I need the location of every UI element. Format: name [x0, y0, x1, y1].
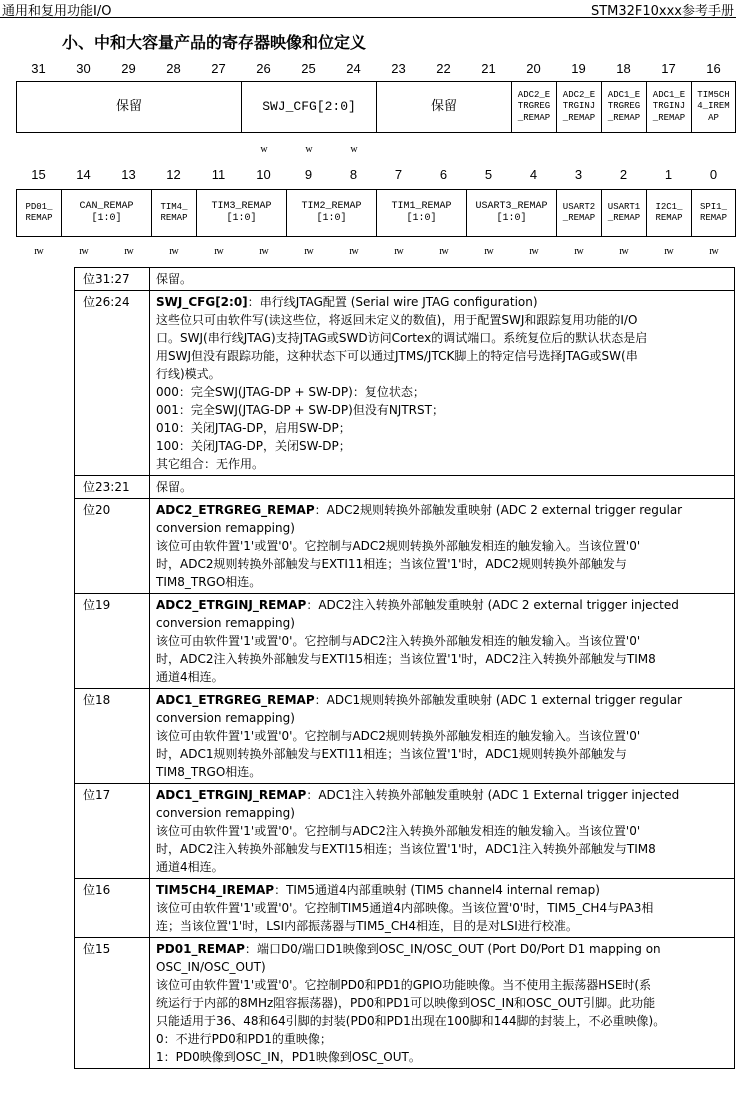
bit-position: 位16 — [75, 879, 150, 938]
bit-number: 31 — [31, 61, 46, 76]
bit-number: 25 — [301, 61, 316, 76]
table-row — [75, 879, 735, 938]
description-line: 其它组合：无作用。 — [156, 457, 265, 471]
field-tim1-remap: TIM1_REMAP [1:0] — [377, 190, 467, 236]
bit-number: 29 — [121, 61, 136, 76]
bit-number: 18 — [616, 61, 631, 76]
bit-number: 15 — [31, 167, 46, 182]
description-line: 行线)模式。 — [156, 367, 221, 381]
field-adc2-etrginj-remap: ADC2_E TRGINJ _REMAP — [557, 82, 602, 132]
bit-number: 21 — [481, 61, 496, 76]
field-tim2-remap: TIM2_REMAP [1:0] — [287, 190, 377, 236]
description-line: 时，ADC1规则转换外部触发与EXTI11相连；当该位置'1'时，ADC1规则转换外部触发与 — [156, 747, 627, 761]
field-tim5ch4-iremap: TIM5CH 4_IREM AP — [697, 90, 730, 123]
bit-description — [150, 476, 735, 499]
bit-number: 16 — [706, 61, 721, 76]
access-type: rw — [169, 246, 178, 257]
bit-position: 位18 — [75, 689, 150, 784]
field-name: SWJ_CFG[2:0] — [156, 295, 248, 309]
access-type: rw — [214, 246, 223, 257]
bit-position: 位31:27 — [75, 268, 150, 291]
description-line: 这些位只可由软件写(读这些位，将返回未定义的数值)，用于配置SWJ和跟踪复用功能的I/O — [156, 313, 638, 327]
bit-number: 8 — [349, 167, 358, 182]
bit-number: 23 — [391, 61, 406, 76]
access-type: rw — [304, 246, 313, 257]
field-i2c1-remap: I2C1_ REMAP — [647, 190, 692, 236]
access-type: w — [350, 144, 357, 155]
table-row — [75, 784, 735, 879]
field-title: 串行线JTAG配置 (Serial wire JTAG configuration) — [259, 295, 538, 309]
access-type: rw — [619, 246, 628, 257]
description-line: 0：不进行PD0和PD1的重映像； — [156, 1032, 332, 1046]
bit-number: 14 — [76, 167, 91, 182]
access-type: w — [305, 144, 312, 155]
table-row — [75, 268, 735, 291]
access-type: w — [260, 144, 267, 155]
description-line: 100：关闭JTAG-DP，关闭SW-DP； — [156, 439, 351, 453]
bit-number: 26 — [256, 61, 271, 76]
description-line: conversion remapping) — [156, 616, 295, 630]
field-title: 端口D0/端口D1映像到OSC_IN/OSC_OUT (Port D0/Port D1 mapping on — [256, 942, 661, 956]
separator: ： — [314, 503, 327, 517]
field-can-remap: CAN_REMAP [1:0] — [62, 190, 152, 236]
field-name: PD01_REMAP — [156, 942, 245, 956]
access-type: rw — [529, 246, 538, 257]
field-usart3-remap: USART3_REMAP [1:0] — [467, 190, 557, 236]
description-line: 保留。 — [156, 272, 193, 286]
bit-number: 27 — [211, 61, 226, 76]
access-type: rw — [34, 246, 43, 257]
access-type: rw — [79, 246, 88, 257]
bit-number: 20 — [526, 61, 541, 76]
description-line: TIM8_TRGO相连。 — [156, 765, 262, 779]
bit-number: 28 — [166, 61, 181, 76]
bit-description — [150, 938, 735, 1069]
bit-description — [150, 879, 735, 938]
table-row — [75, 689, 735, 784]
field-tim4-remap: TIM4_ REMAP — [152, 190, 197, 236]
field-adc1-etrgreg-remap: ADC1_E TRGREG _REMAP — [602, 82, 647, 132]
bit-number: 30 — [76, 61, 91, 76]
field-usart2-remap: USART2 _REMAP — [557, 190, 602, 236]
description-line: 通道4相连。 — [156, 670, 224, 684]
access-type: rw — [484, 246, 493, 257]
access-type: rw — [574, 246, 583, 257]
description-line: 时，ADC2规则转换外部触发与EXTI11相连；当该位置'1'时，ADC2规则转换外部触发与 — [156, 557, 627, 571]
description-line: 1：PD0映像到OSC_IN，PD1映像到OSC_OUT。 — [156, 1050, 421, 1064]
description-line: 010：关闭JTAG-DP，启用SW-DP； — [156, 421, 351, 435]
description-line: 时，ADC2注入转换外部触发与EXTI15相连；当该位置'1'时，ADC1注入转换外部触发与TIM8 — [156, 842, 656, 856]
description-line: 该位可由软件置'1'或置'0'。它控制与ADC2注入转换外部触发相连的触发输入。当该位置'0' — [156, 824, 641, 838]
description-line: TIM8_TRGO相连。 — [156, 575, 262, 589]
field-usart1-remap: USART1 _REMAP — [602, 190, 647, 236]
bit-numbers-lower — [16, 167, 736, 183]
table-row — [75, 476, 735, 499]
field-swj-cfg: SWJ_CFG[2:0] — [242, 82, 377, 132]
header-manual-title: STM32F10xxx参考手册 — [590, 4, 734, 19]
field-name: TIM5CH4_IREMAP — [156, 883, 275, 897]
bit-number: 2 — [619, 167, 628, 182]
separator: ： — [306, 598, 319, 612]
bit-position: 位15 — [75, 938, 150, 1069]
access-type: rw — [349, 246, 358, 257]
separator: ： — [306, 788, 319, 802]
description-line: 保留。 — [156, 480, 193, 494]
bit-number: 22 — [436, 61, 451, 76]
section-title: 小、中和大容量产品的寄存器映像和位定义 — [62, 33, 367, 52]
bit-description — [150, 268, 735, 291]
description-line: 000：完全SWJ(JTAG-DP + SW-DP)：复位状态； — [156, 385, 425, 399]
separator: ： — [274, 883, 287, 897]
bit-number: 1 — [664, 167, 673, 182]
bit-number: 17 — [661, 61, 676, 76]
table-row — [75, 594, 735, 689]
description-line: 口。SWJ(串行线JTAG)支持JTAG或SWD访问Cortex的调试端口。系统复位后的默认状态是启 — [156, 331, 648, 345]
bit-description-table — [74, 267, 735, 1069]
field-reserved: 保留 — [377, 82, 512, 132]
description-line: 该位可由软件置'1'或置'0'。它控制与ADC2规则转换外部触发相连的触发输入。当该位置'0' — [156, 729, 641, 743]
table-row — [75, 291, 735, 476]
description-line: conversion remapping) — [156, 711, 295, 725]
field-pd01-remap: PD01_ REMAP — [17, 190, 62, 236]
field-spi1-remap: SPI1_ REMAP — [699, 201, 727, 223]
access-types-upper — [16, 144, 736, 158]
bit-number: 6 — [439, 167, 448, 182]
field-title: ADC1注入转换外部触发重映射 (ADC 1 External trigger injected — [318, 788, 680, 802]
bit-number: 5 — [484, 167, 493, 182]
description-line: 连；当该位置'1'时，LSI内部振荡器与TIM5_CH4相连，目的是对LSI进行校准。 — [156, 919, 578, 933]
field-adc2-etrgreg-remap: ADC2_E TRGREG _REMAP — [512, 82, 557, 132]
bit-description — [150, 499, 735, 594]
header-chapter: 通用和复用功能I/O — [2, 4, 112, 19]
field-tim3-remap: TIM3_REMAP [1:0] — [197, 190, 287, 236]
description-line: 统运行于内部的8MHz阻容振荡器)，PD0和PD1可以映像到OSC_IN和OSC_OUT引脚。此功能 — [156, 996, 656, 1010]
bit-number: 10 — [256, 167, 271, 182]
separator: ： — [247, 295, 260, 309]
header-rule — [0, 17, 736, 18]
description-line: 用SWJ但没有跟踪功能，这种状态下可以通过JTMS/JTCK脚上的特定信号选择JTAG或SW(串 — [156, 349, 638, 363]
register-fields-lower — [16, 189, 736, 237]
table-row — [75, 938, 735, 1069]
bit-number: 13 — [121, 167, 136, 182]
access-type: rw — [124, 246, 133, 257]
bit-position: 位17 — [75, 784, 150, 879]
bit-description — [150, 689, 735, 784]
field-name: ADC2_ETRGINJ_REMAP — [156, 598, 307, 612]
field-title: ADC2注入转换外部触发重映射 (ADC 2 external trigger injected — [318, 598, 679, 612]
description-line: conversion remapping) — [156, 806, 295, 820]
bit-number: 24 — [346, 61, 361, 76]
field-name: ADC2_ETRGREG_REMAP — [156, 503, 315, 517]
table-row — [75, 499, 735, 594]
bit-number: 19 — [571, 61, 586, 76]
bit-position: 位20 — [75, 499, 150, 594]
bit-number: 3 — [574, 167, 583, 182]
bit-number: 4 — [529, 167, 538, 182]
bit-description — [150, 291, 735, 476]
access-type: rw — [664, 246, 673, 257]
access-types-lower — [16, 246, 736, 260]
description-line: 该位可由软件置'1'或置'0'。它控制PD0和PD1的GPIO功能映像。当不使用主振荡器HSE时(系 — [156, 978, 652, 992]
bit-number: 0 — [709, 167, 718, 182]
field-reserved: 保留 — [17, 82, 242, 132]
description-line: OSC_IN/OSC_OUT) — [156, 960, 266, 974]
access-type: rw — [394, 246, 403, 257]
access-type: rw — [259, 246, 268, 257]
description-line: conversion remapping) — [156, 521, 295, 535]
bit-number: 7 — [394, 167, 403, 182]
access-type: rw — [709, 246, 718, 257]
bit-position: 位19 — [75, 594, 150, 689]
field-name: ADC1_ETRGINJ_REMAP — [156, 788, 307, 802]
bit-description — [150, 594, 735, 689]
description-line: 只能适用于36、48和64引脚的封装(PD0和PD1出现在100脚和144脚的封装上，不必重映像)。 — [156, 1014, 666, 1028]
separator: ： — [244, 942, 257, 956]
field-title: ADC2规则转换外部触发重映射 (ADC 2 external trigger regular — [326, 503, 683, 517]
field-title: TIM5通道4内部重映射 (TIM5 channel4 internal remap) — [286, 883, 600, 897]
bit-number: 12 — [166, 167, 181, 182]
bit-number: 11 — [211, 167, 226, 182]
bit-number: 9 — [304, 167, 313, 182]
separator: ： — [314, 693, 327, 707]
field-adc1-etrginj-remap: ADC1_E TRGINJ _REMAP — [647, 82, 692, 132]
description-line: 该位可由软件置'1'或置'0'。它控制TIM5通道4内部映像。当该位置'0'时，TIM5_CH4与PA3相 — [156, 901, 654, 915]
description-line: 该位可由软件置'1'或置'0'。它控制与ADC2规则转换外部触发相连的触发输入。当该位置'0' — [156, 539, 641, 553]
field-name: ADC1_ETRGREG_REMAP — [156, 693, 315, 707]
bit-description — [150, 784, 735, 879]
bit-position: 位26:24 — [75, 291, 150, 476]
description-line: 时，ADC2注入转换外部触发与EXTI15相连；当该位置'1'时，ADC2注入转换外部触发与TIM8 — [156, 652, 656, 666]
description-line: 该位可由软件置'1'或置'0'。它控制与ADC2注入转换外部触发相连的触发输入。当该位置'0' — [156, 634, 641, 648]
bit-numbers-upper — [16, 61, 736, 77]
register-fields-upper — [16, 81, 736, 133]
description-line: 001：完全SWJ(JTAG-DP + SW-DP)但没有NJTRST； — [156, 403, 444, 417]
access-type: rw — [439, 246, 448, 257]
field-title: ADC1规则转换外部触发重映射 (ADC 1 external trigger regular — [326, 693, 683, 707]
description-line: 通道4相连。 — [156, 860, 224, 874]
bit-position: 位23:21 — [75, 476, 150, 499]
